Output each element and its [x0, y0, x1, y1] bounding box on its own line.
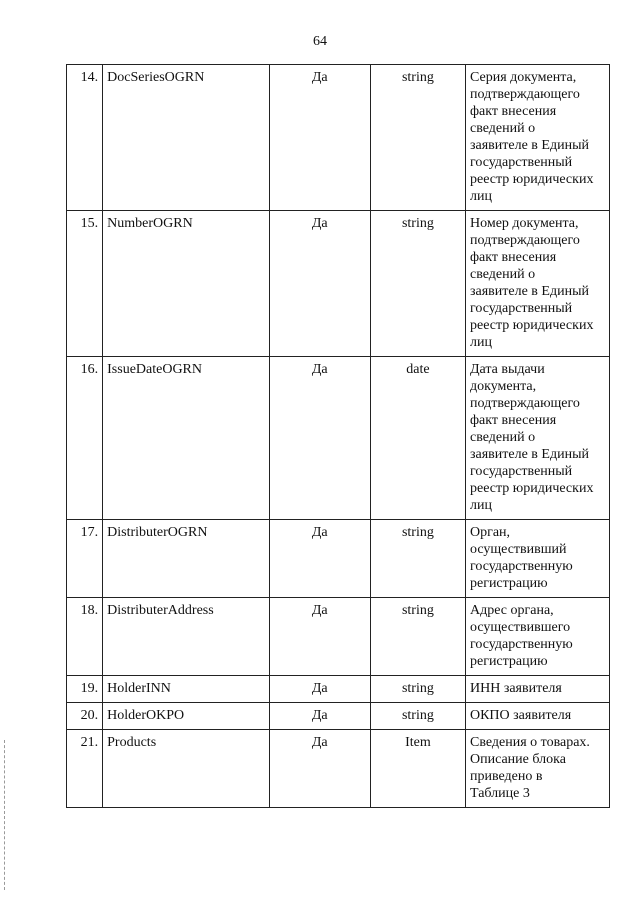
row-number: 16.: [67, 357, 103, 520]
description-line: Номер документа,: [469, 216, 579, 231]
description-line: лиц: [469, 189, 492, 204]
description-line: регистрацию: [469, 576, 548, 591]
field-type: string: [370, 65, 465, 211]
row-number: 19.: [67, 676, 103, 703]
description-line: приведено в: [469, 769, 543, 784]
field-description: [465, 211, 609, 357]
description-line: осуществивший: [469, 542, 567, 557]
field-type: string: [370, 703, 465, 730]
table-row: [67, 211, 610, 357]
row-number: 18.: [67, 598, 103, 676]
field-name: Products: [103, 730, 269, 808]
field-description: [465, 703, 609, 730]
description-line: регистрацию: [469, 654, 548, 669]
description-line: реестр юридических: [469, 481, 594, 496]
description-line: Серия документа,: [469, 70, 577, 85]
table-row: [67, 357, 610, 520]
field-required: Да: [269, 211, 370, 357]
field-required: Да: [269, 676, 370, 703]
description-line: сведений о: [469, 121, 536, 136]
description-line: заявителе в Единый: [469, 284, 589, 299]
description-line: сведений о: [469, 430, 536, 445]
description-line: подтверждающего: [469, 87, 580, 102]
field-type: date: [370, 357, 465, 520]
field-description: [465, 676, 609, 703]
description-line: Адрес органа,: [469, 603, 554, 618]
field-required: Да: [269, 357, 370, 520]
table-row: [67, 730, 610, 808]
field-name: DistributerAddress: [103, 598, 269, 676]
field-name: DocSeriesOGRN: [103, 65, 269, 211]
description-line: заявителе в Единый: [469, 138, 589, 153]
field-name: HolderOKPO: [103, 703, 269, 730]
description-line: заявителе в Единый: [469, 447, 589, 462]
field-required: Да: [269, 65, 370, 211]
field-type: Item: [370, 730, 465, 808]
field-required: Да: [269, 598, 370, 676]
description-line: реестр юридических: [469, 318, 594, 333]
field-name: NumberOGRN: [103, 211, 269, 357]
field-required: Да: [269, 730, 370, 808]
row-number: 15.: [67, 211, 103, 357]
description-line: Таблице 3: [469, 786, 530, 801]
description-line: факт внесения: [469, 250, 557, 265]
description-line: Дата выдачи: [469, 362, 545, 377]
table-row: [67, 676, 610, 703]
description-line: факт внесения: [469, 104, 557, 119]
description-line: Описание блока: [469, 752, 566, 767]
description-line: государственный: [469, 464, 573, 479]
field-required: Да: [269, 520, 370, 598]
description-line: Сведения о товарах.: [469, 735, 590, 750]
description-line: факт внесения: [469, 413, 557, 428]
description-line: осуществившего: [469, 620, 571, 635]
field-name: HolderINN: [103, 676, 269, 703]
description-line: ОКПО заявителя: [469, 708, 572, 723]
table-row: [67, 703, 610, 730]
field-description: [465, 598, 609, 676]
description-line: подтверждающего: [469, 233, 580, 248]
description-line: государственный: [469, 155, 573, 170]
field-name: DistributerOGRN: [103, 520, 269, 598]
field-spec-table: [66, 64, 610, 808]
field-type: string: [370, 520, 465, 598]
row-number: 17.: [67, 520, 103, 598]
field-description: [465, 520, 609, 598]
field-type: string: [370, 598, 465, 676]
field-type: string: [370, 211, 465, 357]
description-line: государственный: [469, 301, 573, 316]
description-line: лиц: [469, 498, 492, 513]
field-required: Да: [269, 703, 370, 730]
table-row: [67, 65, 610, 211]
description-line: ИНН заявителя: [469, 681, 562, 696]
row-number: 21.: [67, 730, 103, 808]
description-line: лиц: [469, 335, 492, 350]
description-line: Орган,: [469, 525, 511, 540]
description-line: государственную: [469, 559, 573, 574]
description-line: государственную: [469, 637, 573, 652]
table-body: [67, 65, 610, 808]
row-number: 14.: [67, 65, 103, 211]
description-line: реестр юридических: [469, 172, 594, 187]
scan-edge-mark: [4, 740, 5, 890]
description-line: документа,: [469, 379, 537, 394]
table-row: [67, 520, 610, 598]
field-description: [465, 730, 609, 808]
field-type: string: [370, 676, 465, 703]
field-description: [465, 65, 609, 211]
row-number: 20.: [67, 703, 103, 730]
description-line: сведений о: [469, 267, 536, 282]
field-name: IssueDateOGRN: [103, 357, 269, 520]
field-description: [465, 357, 609, 520]
table-row: [67, 598, 610, 676]
page-number: 64: [313, 34, 327, 49]
description-line: подтверждающего: [469, 396, 580, 411]
